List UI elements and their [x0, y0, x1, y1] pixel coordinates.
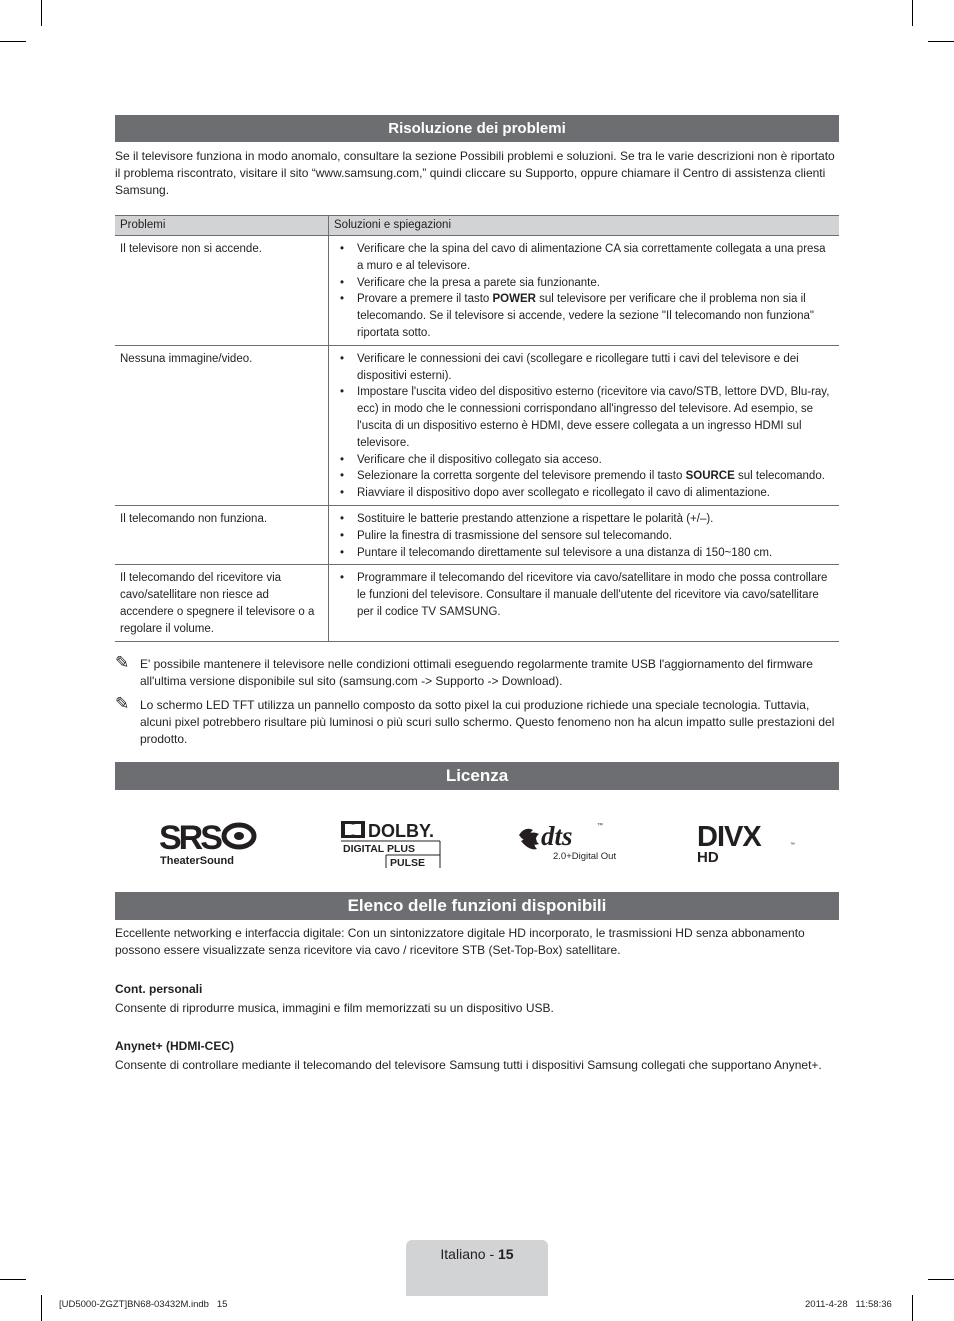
table-row	[115, 345, 839, 505]
crop-mark	[928, 1279, 954, 1280]
divx-logo	[697, 822, 801, 864]
crop-mark	[912, 0, 913, 26]
note-text: E' possibile mantenere il televisore nelle condizioni ottimali eseguendo regolarmente tramite USB l'aggiornamento del firmware all'ultima versione disponibile sul sito (samsung.com -> Supporto -> Download).	[140, 656, 813, 688]
problem-cell: Il telecomando non funziona.	[115, 505, 329, 564]
crop-mark	[928, 41, 954, 42]
problem-cell: Il televisore non si accende.	[115, 236, 329, 346]
problem-cell: Nessuna immagine/video.	[115, 345, 329, 505]
solution-item: • Programmare il telecomando del ricevitore via cavo/satellitare in modo che possa controllare le funzioni del televisore. Consultare il manuale dell'utente del ricevitore via cavo/satellitare per il codice TV SAMSUNG.	[334, 570, 834, 620]
table-row	[115, 505, 839, 564]
dts-logo	[517, 822, 623, 864]
troubleshooting-intro: Se il televisore funziona in modo anomalo, consultare la sezione Possibili problemi e soluzioni. Se tra le varie descrizioni non è riportato il problema riscontrato, visitare il sito “www.samsung.com,” quindi cliccare su Supporto, oppure chiamare il Centro di assistenza clienti Samsung.	[115, 149, 835, 197]
note	[115, 693, 839, 748]
solution-item: • Verificare che il dispositivo collegato sia acceso.	[334, 452, 834, 469]
section-title-license: Licenza	[115, 762, 839, 790]
divx-logo-sub: HD	[697, 848, 719, 864]
feature-title: Anynet+ (HDMI-CEC)	[115, 1038, 234, 1053]
solutions-cell	[329, 505, 840, 564]
feature-text: Consente di riprodurre musica, immagini e film memorizzati su un dispositivo USB.	[115, 1000, 554, 1015]
feature-title: Cont. personali	[115, 981, 203, 996]
problem-cell: Il telecomando del ricevitore via cavo/satellitare non riesce ad accendere o spegnere il televisore o a regolare il volume.	[115, 565, 329, 641]
feature-text: Consente di controllare mediante il telecomando del televisore Samsung tutti i dispositivi Samsung collegati che supportano Anynet+.	[115, 1057, 822, 1072]
pencil-icon: ✎	[115, 693, 130, 713]
divx-logo-tm: ™	[790, 841, 795, 848]
page-language: Italiano -	[440, 1246, 498, 1262]
crop-mark	[41, 1295, 42, 1321]
crop-mark	[0, 41, 26, 42]
crop-mark	[0, 1279, 26, 1280]
solution-item: • Puntare il telecomando direttamente sul televisore a una distanza di 150~180 cm.	[334, 545, 834, 562]
solution-item: • Riavviare il dispositivo dopo aver scollegato e ricollegato il cavo di alimentazione.	[334, 485, 834, 502]
crop-mark	[912, 1295, 913, 1321]
dolby-logo-mark: DOLBY.	[368, 820, 435, 841]
solution-item: • Pulire la finestra di trasmissione del sensore sul telecomando.	[334, 528, 834, 545]
section-title-features: Elenco delle funzioni disponibili	[115, 892, 839, 920]
page-content	[115, 115, 839, 1074]
solution-item: • Verificare che la spina del cavo di alimentazione CA sia correttamente collegata a una presa a muro e al televisore.	[334, 241, 834, 275]
solution-item: • Verificare che la presa a parete sia funzionante.	[334, 275, 834, 292]
features-intro: Eccellente networking e interfaccia digitale: Con un sintonizzatore digitale HD incorporato, le trasmissioni HD senza abbonamento possono essere visualizzate senza ricevitore via cavo / ricevitore STB (Set-Top-Box) satellitare.	[115, 925, 805, 957]
page-number-value: 15	[498, 1246, 514, 1262]
print-timestamp: 2011-4-28 11:58:36	[805, 1299, 892, 1310]
file-info: [UD5000-ZGZT]BN68-03432M.indb 15	[59, 1299, 228, 1310]
divx-logo-mark: DIVX	[697, 821, 761, 853]
solutions-cell	[329, 565, 840, 641]
pencil-icon: ✎	[115, 652, 130, 672]
column-header-problems: Problemi	[115, 216, 329, 236]
srs-logo	[159, 822, 263, 868]
solution-item: • Verificare le connessioni dei cavi (scollegare e ricollegare tutti i cavi del televisore e dei dispositivi esterni).	[334, 351, 834, 385]
note-text: Lo schermo LED TFT utilizza un pannello composto da sotto pixel la cui produzione richiede una speciale tecnologia. Tuttavia, alcuni pixel potrebbero risultare più luminosi o più scuri sullo schermo. Questo fenomeno non ha alcun impatto sulle prestazioni del prodotto.	[140, 697, 835, 746]
dolby-logo-line2: PULSE	[390, 856, 426, 869]
section-title-troubleshooting: Risoluzione dei problemi	[115, 115, 839, 142]
column-header-solutions: Soluzioni e spiegazioni	[329, 216, 840, 236]
table-row	[115, 236, 839, 346]
dts-logo-mark: dts	[541, 821, 573, 851]
dts-logo-sub: 2.0+Digital Out	[553, 850, 617, 862]
table-header-row	[115, 216, 839, 236]
solution-item: • Selezionare la corretta sorgente del televisore premendo il tasto SOURCE sul telecomando.	[334, 468, 834, 485]
crop-mark	[41, 0, 42, 26]
table-row	[115, 565, 839, 641]
license-logos	[115, 790, 839, 868]
srs-logo-sub: TheaterSound	[160, 854, 234, 867]
solutions-cell	[329, 345, 840, 505]
troubleshooting-table	[115, 215, 839, 642]
solution-item: • Sostituire le batterie prestando attenzione a rispettare le polarità (+/–).	[334, 511, 834, 528]
dts-logo-tm: ™	[597, 822, 603, 829]
solutions-cell	[329, 236, 840, 346]
page-number	[406, 1244, 548, 1264]
note	[115, 652, 839, 690]
solution-item: • Provare a premere il tasto POWER sul televisore per verificare che il problema non sia il telecomando. Se il televisore si accende, vedere la sezione "Il telecomando non funziona" riportata sotto.	[334, 291, 834, 341]
dolby-logo-line1: DIGITAL PLUS	[343, 842, 415, 855]
dolby-logo	[341, 821, 443, 871]
solution-item: • Impostare l'uscita video del dispositivo esterno (ricevitore via cavo/STB, lettore DVD, Blu-ray, ecc) in modo che le connessioni corrispondano all'ingresso del televisore. Ad esempio, se l'uscita di un dispositivo esterno è HDMI, deve essere collegata a un ingresso HDMI sul televisore.	[334, 384, 834, 451]
srs-logo-mark: SRS	[159, 821, 220, 857]
